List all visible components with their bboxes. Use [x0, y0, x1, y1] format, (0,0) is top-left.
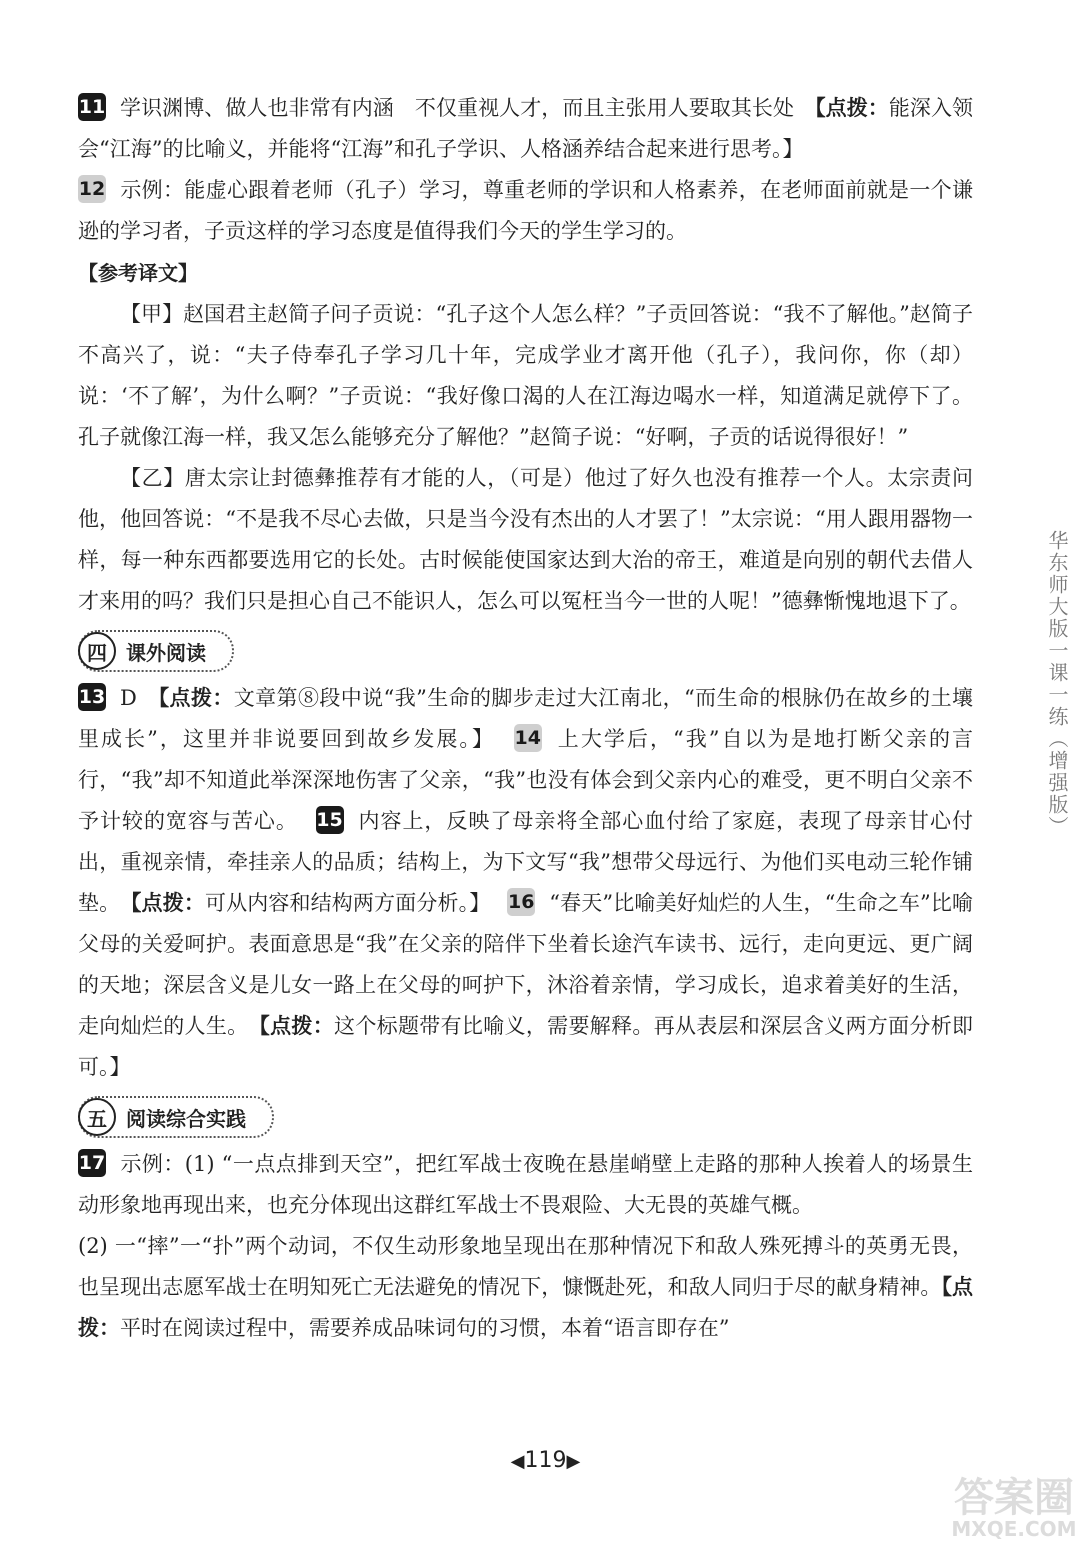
translation-yi: 【乙】唐太宗让封德彝推荐有才能的人，（可是）他过了好久也没有推荐一个人。太宗责问他，他回答说：“不是我不尽心去做，只是当今没有杰出的人才罢了！”太宗说：“用人跟用器物一样，每一种东西都要选用它的长处。古时候能使国家达到大治的帝王，难道是向别的朝代去借人才来用的吗？我们只是担心自己不能识人，怎么可以冤枉当今一世的人呢！”德彝惭愧地退下了。 [78, 466, 973, 613]
answer-17-part2 [78, 1226, 973, 1349]
answer-12-text: 示例：能虚心跟着老师（孔子）学习，尊重老师的学识和人格素养，在老师面前就是一个谦逊的学习者，子贡这样的学习态度是值得我们今天的学生学习的。 [78, 178, 973, 243]
answer-11-tip: 能深入领会“江海”的比喻义，并能将“江海”和孔子学识、人格涵养结合起来进行思考。】 [78, 96, 974, 161]
question-number-15: 15 [316, 806, 344, 834]
answer-16-tip: 这个标题带有比喻义，需要解释。再从表层和深层含义两方面分析即可。】 [78, 1014, 974, 1079]
section-number-4: 四 [78, 632, 116, 670]
question-number-17: 17 [78, 1149, 106, 1177]
tip-label: 【点拨： [78, 1275, 973, 1340]
answer-17-part1 [78, 1144, 973, 1226]
question-number-14: 14 [514, 724, 542, 752]
answer-14-text: 上大学后，“我”自以为是地打断父亲的言行，“我”却不知道此举深深地伤害了父亲，“我”也没有体会到父亲内心的难受，更不明白父亲不予计较的宽容与苦心。 [78, 727, 973, 833]
answer-13-tip: 文章第⑧段中说“我”生命的脚步走过大江南北，“而生命的根脉仍在故乡的土壤里成长”，这里并非说要回到故乡发展。】 [78, 686, 973, 751]
section-title-5: 阅读综合实践 [126, 1106, 246, 1131]
tip-label: 【点拨： [130, 891, 205, 915]
left-arrow-icon: ◀ [510, 1451, 525, 1472]
answers-13-16 [78, 678, 973, 1088]
answer-12 [78, 170, 973, 252]
tip-label: 【点拨： [815, 96, 889, 120]
tip-label: 【点拨： [259, 1014, 335, 1038]
question-number-11: 11 [78, 93, 106, 121]
answer-17-text-2: (2) 一“摔”一“扑”两个动词，不仅生动形象地呈现出在那种情况下和敌人殊死搏斗的英勇无畏，也呈现出志愿军战士在明知死亡无法避免的情况下，慷慨赴死，和敌人同归于尽的献身精神。 [78, 1234, 973, 1299]
answer-15-text: 内容上，反映了母亲将全部心血付给了家庭，表现了母亲甘心付出，重视亲情，牵挂亲人的品质；结构上，为下文写“我”想带父母远行、为他们买电动三轮作铺垫。 [78, 809, 974, 915]
page-footer [0, 1448, 1091, 1473]
translation-heading: 【参考译文】 [78, 261, 198, 285]
answer-16-text: “春天”比喻美好灿烂的人生，“生命之车”比喻父母的关爱呵护。表面意思是“我”在父亲的陪伴下坐着长途汽车读书、远行，走向更远、更广阔的天地；深层含义是儿女一路上在父母的呵护下，沐浴着亲情，学习成长，追求着美好的生活，走向灿烂的人生。 [78, 891, 974, 1038]
right-arrow-icon: ▶ [566, 1451, 581, 1472]
section-title-4: 课外阅读 [126, 640, 206, 665]
translation-jia: 【甲】赵国君主赵简子问子贡说：“孔子这个人怎么样？”子贡回答说：“我不了解他。”赵简子不高兴了，说：“夫子侍奉孔子学习几十年，完成学业才离开他（孔子），我问你，你（却）说：‘不了解’，为什么啊？”子贡说：“我好像口渴的人在江海边喝水一样，知道满足就停下了。孔子就像江海一样，我又怎么能够充分了解他？”赵简子说：“好啊，子贡的话说得很好！” [78, 302, 973, 449]
page-content [78, 88, 973, 1349]
answer-11-text: 学识渊博、做人也非常有内涵 不仅重视人才，而且主张用人要取其长处 [120, 96, 816, 120]
question-number-12: 12 [78, 175, 106, 203]
section-heading-4 [78, 630, 234, 672]
section-number-5: 五 [78, 1098, 116, 1136]
watermark-line-2: MXQE.COM [951, 1517, 1077, 1541]
watermark-logo [944, 1475, 1084, 1541]
answer-11 [78, 88, 973, 170]
tip-label: 【点拨： [158, 686, 234, 710]
answer-17-tip: 平时在阅读过程中，需要养成品味词句的习惯，本着“语言即存在” [120, 1316, 730, 1340]
question-number-13: 13 [78, 683, 106, 711]
answer-13-choice: D [120, 686, 159, 710]
section-heading-5 [78, 1096, 274, 1138]
question-number-16: 16 [507, 888, 535, 916]
side-book-title: 华东师大版一课一练（增强版） [1045, 530, 1069, 838]
answer-15-tip: 可从内容和结构两方面分析。】 [204, 891, 491, 915]
page-number: 119 [524, 1448, 567, 1473]
watermark-line-1: 答案圈 [954, 1475, 1074, 1521]
answer-17-text-1: 示例：(1) “一点点排到天空”，把红军战士夜晚在悬崖峭壁上走路的那种人挨着人的场景生动形象地再现出来，也充分体现出这群红军战士不畏艰险、大无畏的英雄气概。 [78, 1152, 973, 1217]
